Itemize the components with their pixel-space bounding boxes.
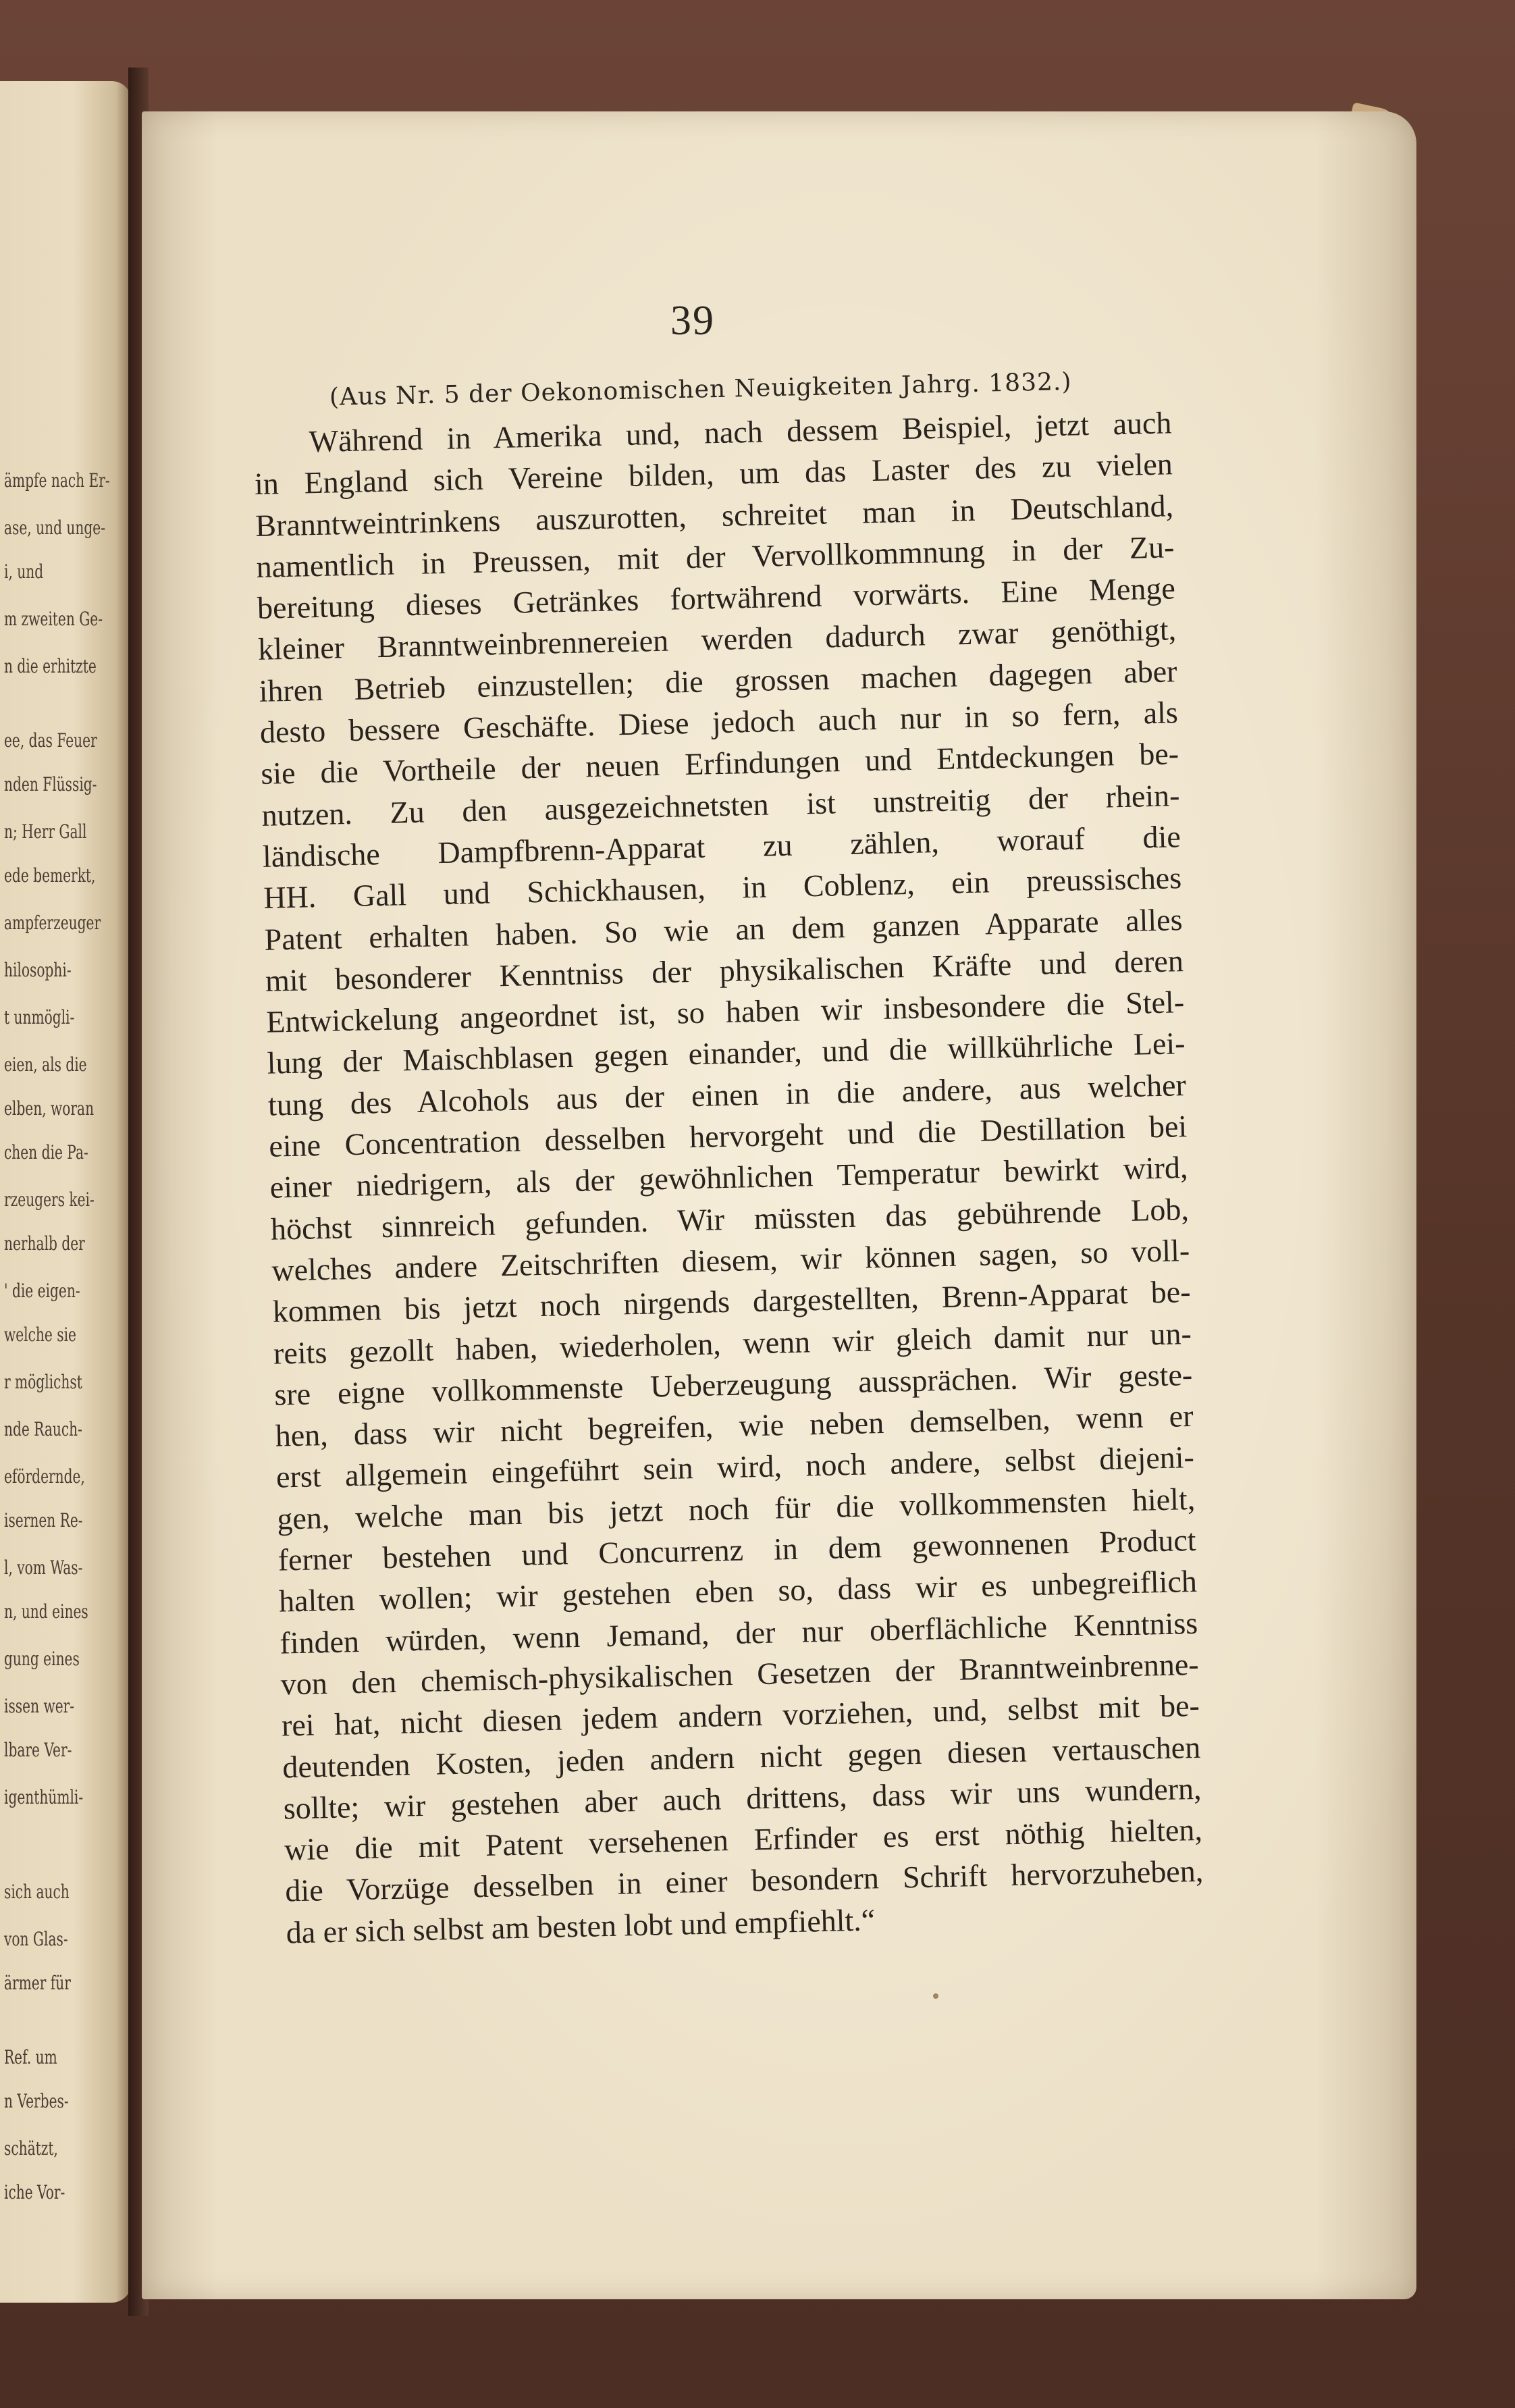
left-fragment: nden Flüssig- <box>4 773 97 795</box>
text-line: kommen bis jetzt noch nirgends dargestellten, Brenn-Apparat be- <box>272 1274 1191 1329</box>
text-line: kleiner Branntweinbrennereien werden dadurch zwar genöthigt, <box>257 612 1177 667</box>
text-line: finden würden, wenn Jemand, der nur oberflächliche Kenntniss <box>279 1605 1198 1660</box>
left-fragment: n; Herr Gall <box>4 820 87 843</box>
left-fragment: igenthümli- <box>4 1786 84 1808</box>
left-fragment: ' die eigen- <box>4 1280 80 1302</box>
text-line: da er sich selbst am besten lobt und empfiehlt.“ <box>286 1902 876 1950</box>
text-line: Entwickelung angeordnet ist, so haben wir insbesondere die Stel- <box>265 985 1185 1039</box>
text-line: bereitung dieses Getränkes fortwährend vorwärts. Eine Menge <box>257 571 1176 626</box>
text-line: einer niedrigern, als der gewöhnlichen Temperatur bewirkt wird, <box>269 1150 1188 1205</box>
text-line: hen, dass wir nicht begreifen, wie neben demselben, wenn er <box>275 1398 1194 1453</box>
text-line: deutenden Kosten, jeden andern nicht gegen diesen vertauschen <box>282 1729 1201 1785</box>
left-fragment: eien, als die <box>4 1053 87 1076</box>
text-line: reits gezollt haben, wiederholen, wenn wir gleich damit nur un- <box>273 1315 1192 1371</box>
text-line: mit besonderer Kenntniss der physikalischen Kräfte und deren <box>265 943 1184 998</box>
left-fragment: ee, das Feuer <box>4 729 97 752</box>
left-fragment: isernen Re- <box>4 1509 83 1532</box>
text-line: ihren Betrieb einzustellen; die grossen machen dagegen aber <box>259 654 1177 708</box>
text-line: wie die mit Patent versehenen Erfinder es erst nöthig hielten, <box>284 1812 1203 1867</box>
left-fragment: ase, und unge- <box>4 517 106 539</box>
left-fragment: l, vom Was- <box>4 1556 83 1579</box>
text-line: tung des Alcohols aus der einen in die andere, aus welcher <box>267 1067 1187 1122</box>
article-body <box>253 402 1204 1953</box>
left-fragment: lbare Ver- <box>4 1739 72 1761</box>
text-line: desto bessere Geschäfte. Diese jedoch auch nur in so fern, als <box>259 695 1179 750</box>
left-fragment: ede bemerkt, <box>4 864 96 887</box>
left-fragment: ärmer für <box>4 1972 71 1994</box>
source-citation: (Aus Nr. 5 der Oekonomischen Neuigkeiten Jahrg. 1832.) <box>329 367 1072 411</box>
text-line: HH. Gall und Schickhausen, in Coblenz, ein preussisches <box>263 860 1182 916</box>
left-fragment: m zweiten Ge- <box>4 608 103 630</box>
left-fragment: r möglichst <box>4 1371 82 1393</box>
left-fragment: ämpfe nach Er- <box>4 469 110 492</box>
text-line: gen, welche man bis jetzt noch für die vollkommensten hielt, <box>276 1481 1196 1536</box>
left-fragment: rzeugers kei- <box>4 1188 95 1211</box>
left-fragment: chen die Pa- <box>4 1141 88 1163</box>
left-fragment: ampferzeuger <box>4 912 101 934</box>
text-line: Patent erhalten haben. So wie an dem ganzen Apparate alles <box>264 901 1183 957</box>
text-line: höchst sinnreich gefunden. Wir müssten das gebührende Lob, <box>270 1191 1190 1247</box>
left-fragment: efördernde, <box>4 1465 85 1488</box>
left-fragment: n Verbes- <box>4 2090 69 2112</box>
text-line: Branntweintrinkens auszurotten, schreitet man in Deutschland, <box>255 488 1174 543</box>
left-fragment: Ref. um <box>4 2046 57 2068</box>
text-line: eine Concentration desselben hervorgeht und die Destillation bei <box>268 1109 1188 1163</box>
left-fragment: sich auch <box>4 1881 70 1903</box>
text-line: von den chemisch-physikalischen Gesetzen der Branntweinbrenne- <box>280 1646 1200 1702</box>
left-fragment: von Glas- <box>4 1928 68 1950</box>
text-line: sollte; wir gestehen aber auch drittens, dass wir uns wundern, <box>283 1771 1202 1826</box>
text-line: rei hat, nicht diesen jedem andern vorziehen, und, selbst mit be- <box>281 1688 1200 1743</box>
text-line: welches andere Zeitschriften diesem, wir können sagen, so voll- <box>271 1232 1190 1288</box>
left-fragment: welche sie <box>4 1324 76 1346</box>
left-fragment: n, und eines <box>4 1600 88 1623</box>
left-fragment: t unmögli- <box>4 1006 75 1028</box>
left-fragment: iche Vor- <box>4 2181 65 2203</box>
text-line: erst allgemein eingeführt sein wird, noch andere, selbst diejeni- <box>275 1440 1195 1495</box>
text-line: namentlich in Preussen, mit der Vervollkommnung in der Zu- <box>256 529 1175 584</box>
text-line: halten wollen; wir gestehen eben so, dass wir es unbegreiflich <box>278 1564 1198 1619</box>
text-line: nutzen. Zu den ausgezeichnetsten ist unstreitig der rhein- <box>261 777 1180 833</box>
previous-page-edge <box>0 81 132 2303</box>
page-number: 39 <box>670 298 715 344</box>
text-line: Während in Amerika und, nach dessem Beispiel, jetzt auch <box>309 405 1172 459</box>
text-line: ländische Dampfbrenn-Apparat zu zählen, worauf die <box>262 819 1181 874</box>
text-line: sre eigne vollkommenste Ueberzeugung aussprächen. Wir geste- <box>273 1357 1193 1412</box>
text-line: sie die Vortheile der neuen Erfindungen und Entdeckungen be- <box>260 736 1179 791</box>
left-fragment: schätzt, <box>4 2137 58 2160</box>
text-line: die Vorzüge desselben in einer besondern Schrift hervorzuheben, <box>284 1854 1204 1908</box>
text-line: in England sich Vereine bilden, um das Laster des zu vielen <box>254 446 1173 502</box>
left-fragment: i, und <box>4 560 44 583</box>
left-fragment: elben, woran <box>4 1097 95 1120</box>
left-fragment: issen wer- <box>4 1695 75 1717</box>
left-fragment: nde Rauch- <box>4 1418 82 1440</box>
left-fragment: gung eines <box>4 1648 80 1670</box>
left-fragment: n die erhitzte <box>4 655 97 677</box>
text-line: lung der Maischblasen gegen einander, und die willkührliche Lei- <box>267 1026 1186 1081</box>
left-fragment: hilosophi- <box>4 959 72 981</box>
text-line: ferner bestehen und Concurrenz in dem gewonnenen Product <box>277 1522 1197 1577</box>
paper-spot <box>933 1993 938 1999</box>
left-fragment: nerhalb der <box>4 1232 85 1255</box>
